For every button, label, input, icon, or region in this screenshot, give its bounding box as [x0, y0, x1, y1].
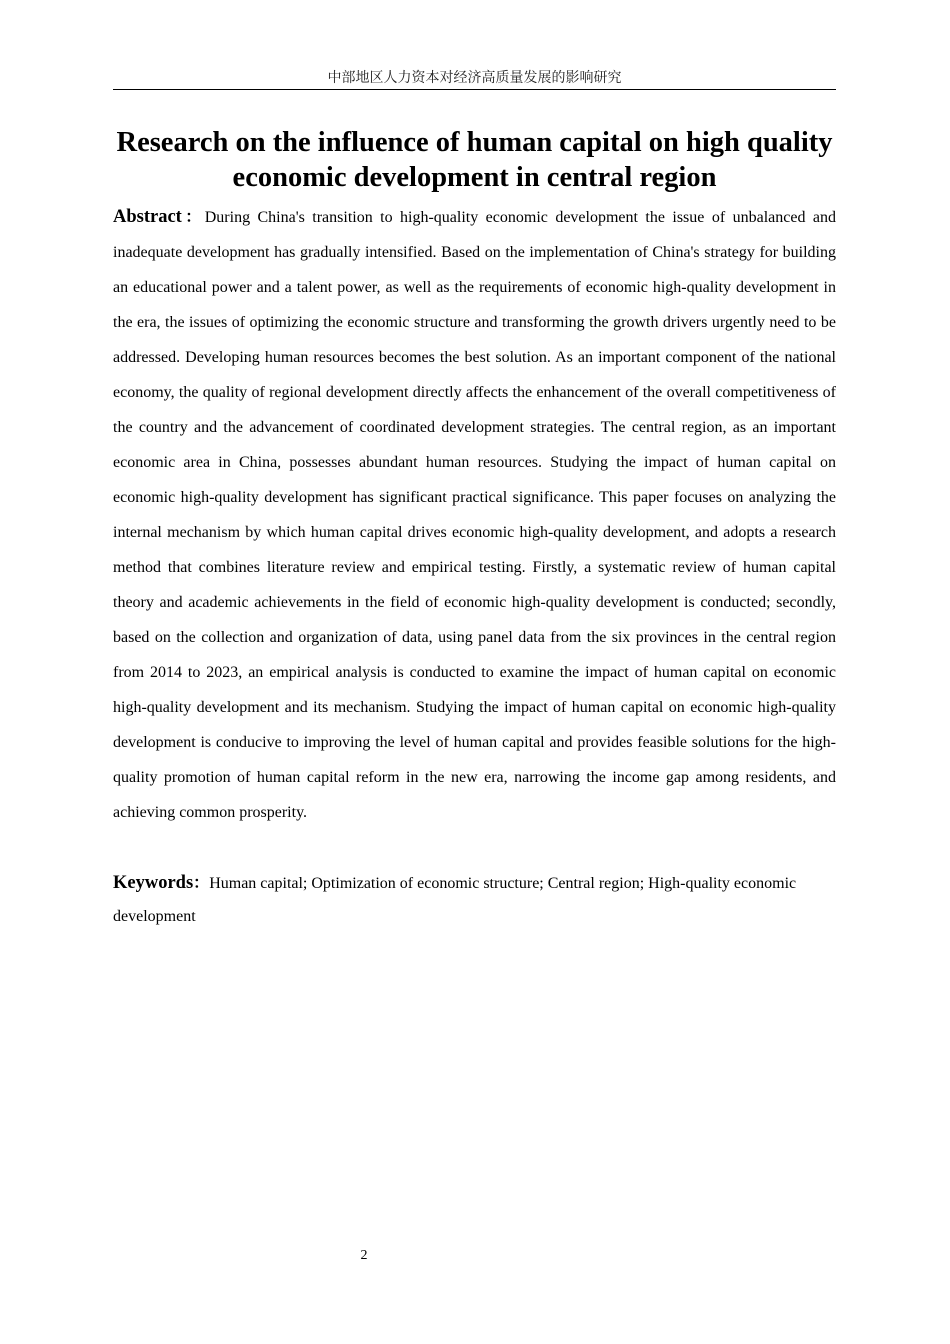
keywords-text: Human capital; Optimization of economic structure; Central region; High-quality economic development: [113, 875, 797, 925]
abstract-paragraph: [113, 199, 836, 830]
keywords-paragraph: [113, 866, 836, 933]
paper-title: Research on the influence of human capital on high quality economic development in central region: [116, 127, 833, 193]
abstract-text: During China's transition to high-quality economic development the issue of unbalanced and inadequate development has gradually intensified. Based on the implementation of China's strategy for building an educational power and a talent power, as well as the requirements of economic high-quality development in the era, the issues of optimizing the economic structure and transforming the growth drivers urgently need to be addressed. Developing human resources becomes the best solution. As an important component of the national economy, the quality of regional development directly affects the enhancement of the overall competitiveness of the country and the advancement of coordinated development strategies. The central region, as an important economic area in China, possesses abundant human resources. Studying the impact of human capital on economic high-quality development has significant practical significance. This paper focuses on analyzing the internal mechanism by which human capital drives economic high-quality development, and adopts a research method that combines literature review and empirical testing. Firstly, a systematic review of human capital theory and academic achievements in the field of economic high-quality development is conducted; secondly, based on the collection and organization of data, using panel data from the six provinces in the central region from 2014 to 2023, an empirical analysis is conducted to examine the impact of human capital on economic high-quality development and its mechanism. Studying the impact of human capital on economic high-quality development is conducive to improving the level of human capital and provides feasible solutions for the high-quality promotion of human capital reform in the new era, narrowing the income gap among residents, and achieving common prosperity.: [113, 209, 836, 821]
abstract-label-colon: ：: [181, 207, 205, 226]
abstract-label: Abstract: [113, 207, 182, 227]
keywords-label-colon: ：: [193, 873, 210, 892]
running-header: [113, 68, 836, 90]
running-header-title: 中部地区人力资本对经济高质量发展的影响研究: [327, 70, 622, 86]
keywords-label: Keywords: [113, 873, 194, 893]
page-number: 2: [360, 1248, 368, 1263]
